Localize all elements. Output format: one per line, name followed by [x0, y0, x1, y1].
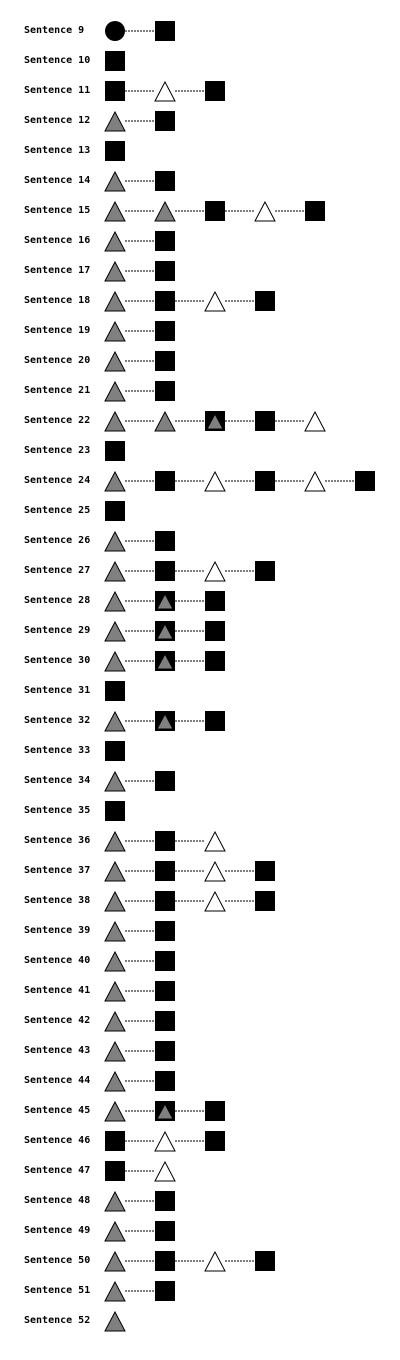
square-node [105, 681, 125, 701]
sentence-chain [0, 556, 400, 586]
square-node [155, 1251, 175, 1271]
white-triangle-node [205, 892, 225, 911]
square-node [155, 291, 175, 311]
sentence-row [0, 556, 400, 586]
sentence-row [0, 406, 400, 436]
sentence-chain [0, 736, 400, 766]
square-node [355, 471, 375, 491]
sentence-row [0, 136, 400, 166]
sentence-row [0, 796, 400, 826]
sentence-row [0, 676, 400, 706]
sentence-row [0, 1216, 400, 1246]
sentence-label: Sentence 49 [24, 1225, 91, 1236]
square-node [105, 741, 125, 761]
sentence-label: Sentence 10 [24, 55, 91, 66]
sentence-chain [0, 196, 400, 226]
square-with-triangle-node [155, 1101, 175, 1121]
square-with-triangle-node [155, 621, 175, 641]
gray-triangle-node [105, 352, 125, 371]
square-node [205, 591, 225, 611]
square-node [155, 351, 175, 371]
white-triangle-node [205, 292, 225, 311]
sentence-row [0, 766, 400, 796]
sentence-chain [0, 46, 400, 76]
sentence-chain [0, 166, 400, 196]
sentence-row [0, 1066, 400, 1096]
square-node [155, 1221, 175, 1241]
sentence-chain [0, 676, 400, 706]
sentence-row [0, 286, 400, 316]
sentence-row [0, 586, 400, 616]
square-node [155, 561, 175, 581]
sentence-chain [0, 1036, 400, 1066]
sentence-chain [0, 916, 400, 946]
gray-triangle-node [105, 922, 125, 941]
sentence-chain [0, 376, 400, 406]
sentence-chain [0, 616, 400, 646]
gray-triangle-node [105, 562, 125, 581]
sentence-row [0, 346, 400, 376]
sentence-chain [0, 406, 400, 436]
sentence-label: Sentence 20 [24, 355, 91, 366]
sentence-row [0, 196, 400, 226]
sentence-label: Sentence 27 [24, 565, 91, 576]
sentence-label: Sentence 43 [24, 1045, 91, 1056]
gray-triangle-node [105, 232, 125, 251]
gray-triangle-node [105, 262, 125, 281]
white-triangle-node [205, 832, 225, 851]
square-node [155, 171, 175, 191]
sentence-chain [0, 1186, 400, 1216]
gray-triangle-node [105, 952, 125, 971]
sentence-label: Sentence 40 [24, 955, 91, 966]
sentence-row [0, 1186, 400, 1216]
square-node [255, 411, 275, 431]
sentence-label: Sentence 30 [24, 655, 91, 666]
sentence-chain [0, 1126, 400, 1156]
sentence-row [0, 526, 400, 556]
sentence-label: Sentence 22 [24, 415, 91, 426]
gray-triangle-node [105, 862, 125, 881]
sentence-chain [0, 16, 400, 46]
sentence-chain [0, 226, 400, 256]
sentence-chain [0, 76, 400, 106]
sentence-chain [0, 976, 400, 1006]
sentence-chain [0, 106, 400, 136]
square-node [155, 1041, 175, 1061]
gray-triangle-node [105, 1102, 125, 1121]
square-node [155, 381, 175, 401]
gray-triangle-node [105, 1072, 125, 1091]
sentence-chain [0, 136, 400, 166]
square-node [105, 441, 125, 461]
sentence-row [0, 1276, 400, 1306]
gray-triangle-node [105, 1312, 125, 1331]
sentence-label: Sentence 38 [24, 895, 91, 906]
gray-triangle-node [105, 382, 125, 401]
sentence-label: Sentence 19 [24, 325, 91, 336]
gray-triangle-node [105, 892, 125, 911]
gray-triangle-node [105, 472, 125, 491]
sentence-label: Sentence 41 [24, 985, 91, 996]
square-node [155, 981, 175, 1001]
sentence-label: Sentence 31 [24, 685, 91, 696]
sentence-label: Sentence 35 [24, 805, 91, 816]
square-node [155, 321, 175, 341]
square-node [205, 1101, 225, 1121]
gray-triangle-node [105, 1012, 125, 1031]
sentence-chain [0, 826, 400, 856]
sentence-row [0, 1126, 400, 1156]
gray-triangle-node [105, 412, 125, 431]
sentence-row [0, 16, 400, 46]
gray-triangle-node [105, 982, 125, 1001]
square-node [155, 261, 175, 281]
square-node [155, 891, 175, 911]
sentence-chain [0, 796, 400, 826]
sentence-label: Sentence 23 [24, 445, 91, 456]
square-node [205, 621, 225, 641]
sentence-chain [0, 256, 400, 286]
square-with-triangle-node [155, 651, 175, 671]
sentence-chain [0, 586, 400, 616]
sentence-row [0, 106, 400, 136]
sentence-label: Sentence 46 [24, 1135, 91, 1146]
gray-triangle-node [105, 1252, 125, 1271]
gray-triangle-node [105, 712, 125, 731]
sentence-row [0, 706, 400, 736]
gray-triangle-node [105, 772, 125, 791]
sentence-row [0, 736, 400, 766]
sentence-label: Sentence 18 [24, 295, 91, 306]
sentence-chain [0, 1306, 400, 1336]
sentence-label: Sentence 47 [24, 1165, 91, 1176]
square-node [155, 1011, 175, 1031]
square-node [205, 201, 225, 221]
sentence-chain [0, 646, 400, 676]
gray-triangle-node [105, 532, 125, 551]
square-node [155, 921, 175, 941]
circle-node [105, 21, 125, 41]
white-triangle-node [155, 82, 175, 101]
sentence-row [0, 946, 400, 976]
sentence-chain [0, 946, 400, 976]
sentence-label: Sentence 28 [24, 595, 91, 606]
square-node [155, 21, 175, 41]
sentence-label: Sentence 24 [24, 475, 91, 486]
square-node [155, 1191, 175, 1211]
sentence-label: Sentence 39 [24, 925, 91, 936]
sentence-row [0, 436, 400, 466]
gray-triangle-node [105, 112, 125, 131]
sentence-row [0, 826, 400, 856]
square-node [255, 861, 275, 881]
sentence-label: Sentence 51 [24, 1285, 91, 1296]
sentence-row [0, 46, 400, 76]
square-node [155, 231, 175, 251]
square-node [305, 201, 325, 221]
square-node [105, 1131, 125, 1151]
sentence-label: Sentence 33 [24, 745, 91, 756]
gray-triangle-node [105, 292, 125, 311]
sentence-row [0, 226, 400, 256]
sentence-label: Sentence 44 [24, 1075, 91, 1086]
square-node [155, 1071, 175, 1091]
sentence-row [0, 856, 400, 886]
sentence-row [0, 76, 400, 106]
sentence-label: Sentence 26 [24, 535, 91, 546]
sentence-row [0, 1006, 400, 1036]
white-triangle-node [205, 562, 225, 581]
sentence-label: Sentence 48 [24, 1195, 91, 1206]
sentence-label: Sentence 14 [24, 175, 91, 186]
square-node [105, 81, 125, 101]
gray-triangle-node [105, 1192, 125, 1211]
square-node [155, 531, 175, 551]
square-node [255, 291, 275, 311]
square-node [155, 111, 175, 131]
gray-triangle-node [105, 592, 125, 611]
gray-triangle-node [105, 172, 125, 191]
gray-triangle-node [105, 832, 125, 851]
sentence-row [0, 916, 400, 946]
sentence-label: Sentence 50 [24, 1255, 91, 1266]
sentence-chain [0, 436, 400, 466]
square-node [205, 1131, 225, 1151]
square-node [105, 501, 125, 521]
square-with-triangle-node [155, 711, 175, 731]
sentence-chain [0, 706, 400, 736]
white-triangle-node [155, 1162, 175, 1181]
sentence-label: Sentence 11 [24, 85, 91, 96]
square-node [255, 561, 275, 581]
gray-triangle-node [155, 412, 175, 431]
sentence-row [0, 376, 400, 406]
gray-triangle-node [155, 202, 175, 221]
white-triangle-node [205, 1252, 225, 1271]
sentence-chain [0, 1276, 400, 1306]
square-node [255, 1251, 275, 1271]
sentence-label: Sentence 12 [24, 115, 91, 126]
sentence-label: Sentence 45 [24, 1105, 91, 1116]
square-node [105, 1161, 125, 1181]
sentence-label: Sentence 17 [24, 265, 91, 276]
sentence-label: Sentence 9 [24, 25, 85, 36]
sentence-row [0, 316, 400, 346]
sentence-chain [0, 1216, 400, 1246]
sentence-row [0, 616, 400, 646]
sentence-label: Sentence 42 [24, 1015, 91, 1026]
gray-triangle-node [105, 652, 125, 671]
gray-triangle-node [105, 1222, 125, 1241]
square-node [105, 801, 125, 821]
sentence-row [0, 256, 400, 286]
sentence-row [0, 646, 400, 676]
square-node [155, 951, 175, 971]
gray-triangle-node [105, 1282, 125, 1301]
sentence-chain [0, 466, 400, 496]
sentence-chain [0, 1096, 400, 1126]
square-node [205, 81, 225, 101]
white-triangle-node [305, 472, 325, 491]
sentence-label: Sentence 37 [24, 865, 91, 876]
sentence-label: Sentence 13 [24, 145, 91, 156]
sentence-label: Sentence 52 [24, 1315, 91, 1326]
sentence-row [0, 1246, 400, 1276]
sentence-row [0, 886, 400, 916]
sentence-label: Sentence 25 [24, 505, 91, 516]
square-node [155, 771, 175, 791]
sentence-row [0, 466, 400, 496]
square-with-triangle-node [205, 411, 225, 431]
square-with-triangle-node [155, 591, 175, 611]
sentence-row [0, 1096, 400, 1126]
square-node [205, 651, 225, 671]
gray-triangle-node [105, 202, 125, 221]
sentence-chain [0, 1156, 400, 1186]
sentence-label: Sentence 29 [24, 625, 91, 636]
white-triangle-node [155, 1132, 175, 1151]
square-node [105, 141, 125, 161]
white-triangle-node [205, 862, 225, 881]
sentence-label: Sentence 21 [24, 385, 91, 396]
white-triangle-node [205, 472, 225, 491]
gray-triangle-node [105, 1042, 125, 1061]
sentence-label: Sentence 36 [24, 835, 91, 846]
sentence-chain [0, 1246, 400, 1276]
square-node [155, 861, 175, 881]
sentence-row [0, 1036, 400, 1066]
sentence-label: Sentence 15 [24, 205, 91, 216]
gray-triangle-node [105, 322, 125, 341]
sentence-chain [0, 286, 400, 316]
white-triangle-node [305, 412, 325, 431]
sentence-row [0, 166, 400, 196]
sentence-row [0, 1156, 400, 1186]
sentence-chain [0, 766, 400, 796]
square-node [155, 831, 175, 851]
sentence-row [0, 1306, 400, 1336]
sentence-chain [0, 856, 400, 886]
white-triangle-node [255, 202, 275, 221]
square-node [255, 471, 275, 491]
sentence-chain [0, 346, 400, 376]
sentence-chain [0, 316, 400, 346]
square-node [255, 891, 275, 911]
gray-triangle-node [105, 622, 125, 641]
sentence-label: Sentence 16 [24, 235, 91, 246]
sentence-label: Sentence 32 [24, 715, 91, 726]
sentence-chain [0, 1066, 400, 1096]
square-node [155, 471, 175, 491]
sentence-chain [0, 526, 400, 556]
square-node [155, 1281, 175, 1301]
sentence-row [0, 976, 400, 1006]
square-node [205, 711, 225, 731]
sentence-chain [0, 886, 400, 916]
sentence-row [0, 496, 400, 526]
square-node [105, 51, 125, 71]
sentence-chain [0, 496, 400, 526]
sentence-label: Sentence 34 [24, 775, 91, 786]
sentence-chain [0, 1006, 400, 1036]
